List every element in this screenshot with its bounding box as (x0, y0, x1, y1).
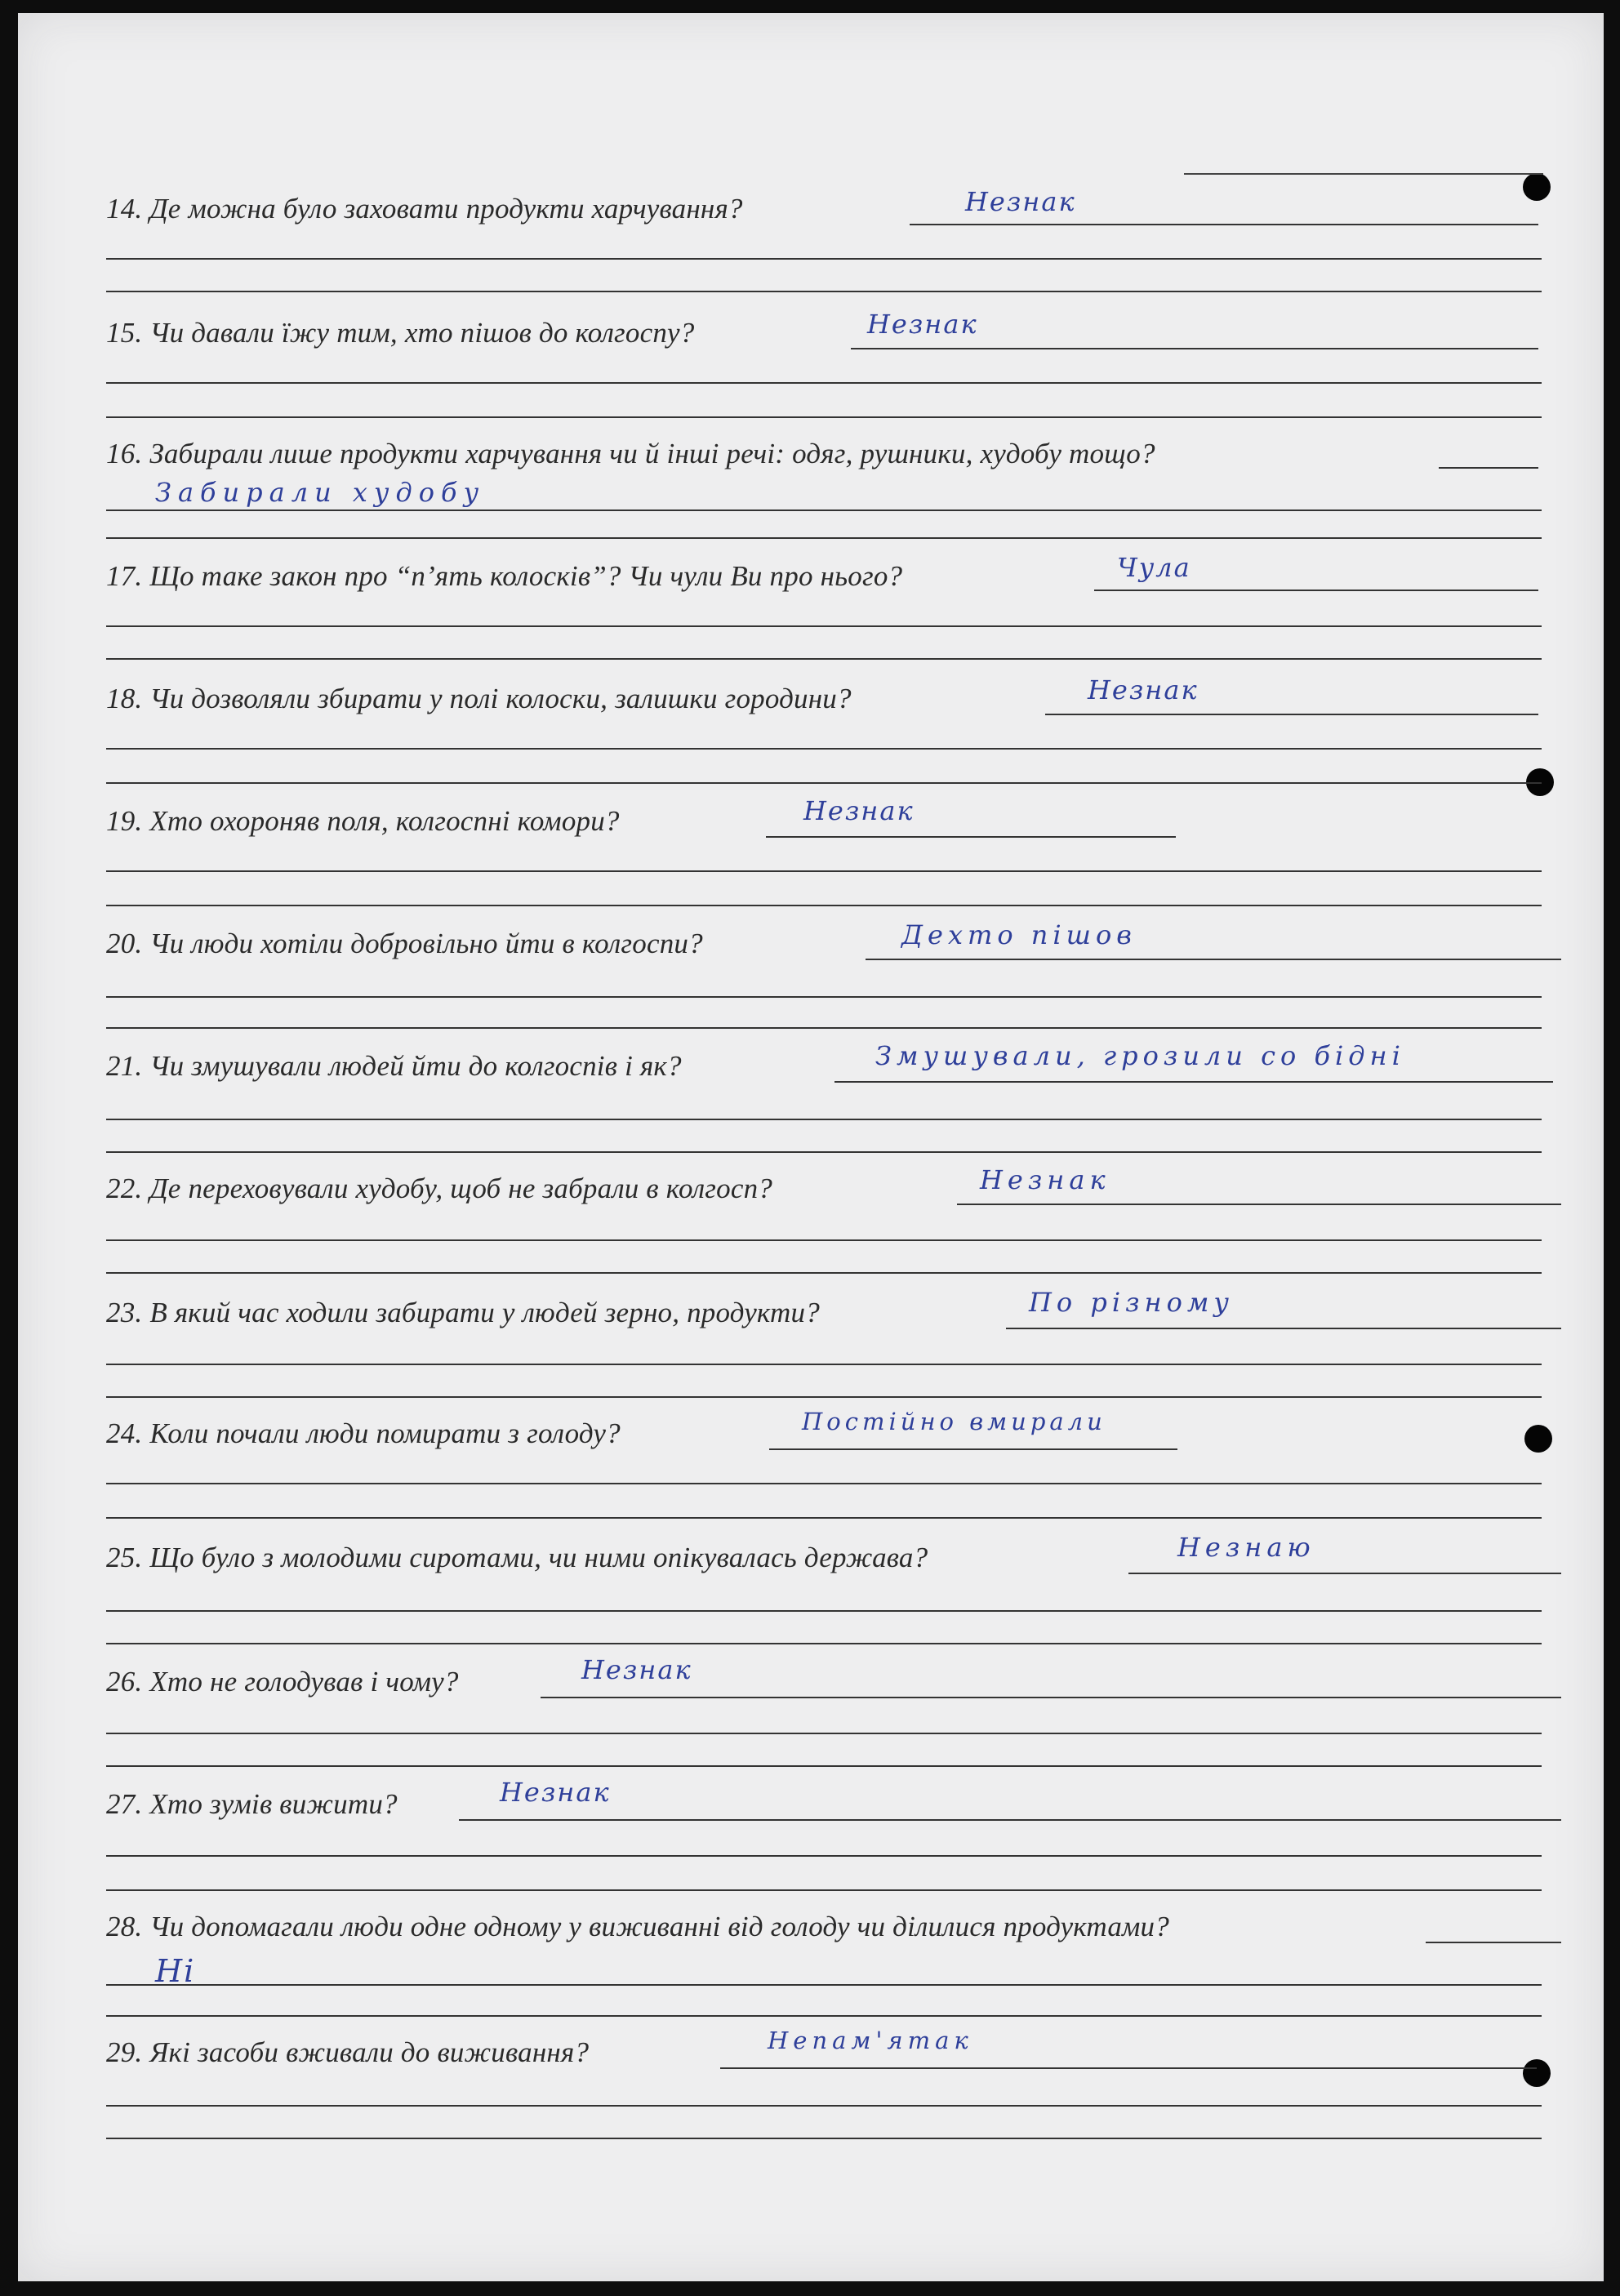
blank-line (106, 625, 1542, 627)
question-label: 16. Забирали лише продукти харчування чи й інші речі: одяг, рушники, худобу тощо? (106, 438, 1155, 469)
question-label: 29. Які засоби вживали до виживання? (106, 2036, 590, 2068)
handwritten-answer: Незнак (980, 1164, 1110, 1195)
answer-line (1094, 590, 1538, 591)
answer-line (851, 348, 1538, 349)
blank-line (106, 416, 1542, 418)
answer-line (834, 1081, 1553, 1083)
question-label: 24. Коли почали люди помирати з голоду? (106, 1417, 621, 1449)
blank-line (106, 905, 1542, 906)
handwritten-answer: Незнак (965, 186, 1076, 217)
answer-line (866, 959, 1561, 960)
answer-line (1439, 467, 1538, 469)
blank-line (106, 1151, 1542, 1153)
answer-line (1006, 1328, 1561, 1329)
handwritten-answer: Непам'ятак (768, 2027, 973, 2054)
question-label: 20. Чи люди хотіли добровільно йти в колгоспи? (106, 928, 703, 959)
blank-line (106, 291, 1542, 292)
answer-line (459, 1819, 1561, 1821)
blank-line (106, 1889, 1542, 1891)
answer-line (766, 836, 1176, 838)
blank-line (106, 1119, 1542, 1120)
handwritten-answer: Незнак (867, 309, 978, 340)
blank-line (106, 2138, 1542, 2139)
blank-line (106, 782, 1542, 784)
question-label: 22. Де переховували худобу, щоб не забрали в колгосп? (106, 1172, 772, 1204)
answer-line (1045, 714, 1538, 715)
questionnaire-page (18, 13, 1604, 2281)
handwritten-answer: Незнак (803, 795, 915, 826)
blank-line (106, 258, 1542, 260)
punch-hole (1523, 2059, 1551, 2087)
handwritten-answer: Чула (1117, 552, 1191, 583)
answer-line (541, 1697, 1561, 1698)
blank-line (106, 1364, 1542, 1365)
punch-hole (1524, 1425, 1552, 1453)
blank-line (106, 1483, 1542, 1484)
blank-line (106, 382, 1542, 384)
question-label: 19. Хто охороняв поля, колгоспні комори? (106, 805, 620, 837)
blank-line (106, 748, 1542, 750)
blank-line (106, 1272, 1542, 1274)
blank-line (106, 1027, 1542, 1029)
blank-line (106, 1855, 1542, 1857)
handwritten-answer: Ні (155, 1953, 196, 1989)
handwritten-answer: Незнак (1088, 674, 1199, 705)
question-label: 21. Чи змушували людей йти до колгоспів і як? (106, 1050, 682, 1082)
question-label: 18. Чи дозволяли збирати у полі колоски, залишки городини? (106, 683, 852, 714)
blank-line (106, 1517, 1542, 1519)
answer-line (1128, 1573, 1561, 1574)
blank-line (106, 1984, 1542, 1986)
answer-line (1426, 1942, 1561, 1943)
question-label: 27. Хто зумів вижити? (106, 1788, 398, 1820)
question-label: 17. Що таке закон про “п’ять колосків”? Чи чули Ви про нього? (106, 560, 903, 592)
handwritten-answer: Незнаю (1177, 1532, 1315, 1563)
handwritten-answer: Дехто пішов (901, 919, 1137, 950)
handwritten-answer: Незнак (500, 1777, 611, 1808)
blank-line (106, 2105, 1542, 2107)
question-label: 23. В який час ходили забирати у людей зерно, продукти? (106, 1297, 820, 1328)
handwritten-answer: Забирали худобу (155, 477, 486, 508)
question-label: 15. Чи давали їжу тим, хто пішов до колгоспу? (106, 317, 695, 349)
question-label: 26. Хто не голодував і чому? (106, 1666, 459, 1698)
handwritten-answer: По різному (1029, 1287, 1234, 1318)
blank-line (106, 658, 1542, 660)
handwritten-answer: Змушували, грозили со бідні (875, 1040, 1405, 1071)
blank-line (106, 509, 1542, 511)
blank-line (106, 1610, 1542, 1612)
punch-hole (1523, 173, 1551, 201)
blank-line (106, 1643, 1542, 1644)
question-label: 28. Чи допомагали люди одне одному у виживанні від голоду чи ділилися продуктами? (106, 1911, 1169, 1942)
blank-line (106, 1765, 1542, 1767)
blank-line (106, 1239, 1542, 1241)
blank-line (106, 996, 1542, 998)
blank-line (106, 2015, 1542, 2017)
blank-line (106, 1396, 1542, 1398)
blank-line (106, 1733, 1542, 1734)
handwritten-answer: Постійно вмирали (802, 1408, 1106, 1435)
question-label: 25. Що було з молодими сиротами, чи ними опікувалась держава? (106, 1542, 928, 1573)
question-label: 14. Де можна було заховати продукти харчування? (106, 193, 743, 225)
blank-line (106, 537, 1542, 539)
answer-line (769, 1448, 1177, 1450)
answer-line (910, 224, 1538, 225)
handwritten-answer: Незнак (581, 1654, 692, 1685)
blank-line (106, 870, 1542, 872)
top-rule (1184, 173, 1543, 175)
answer-line (720, 2067, 1537, 2069)
answer-line (957, 1204, 1561, 1205)
